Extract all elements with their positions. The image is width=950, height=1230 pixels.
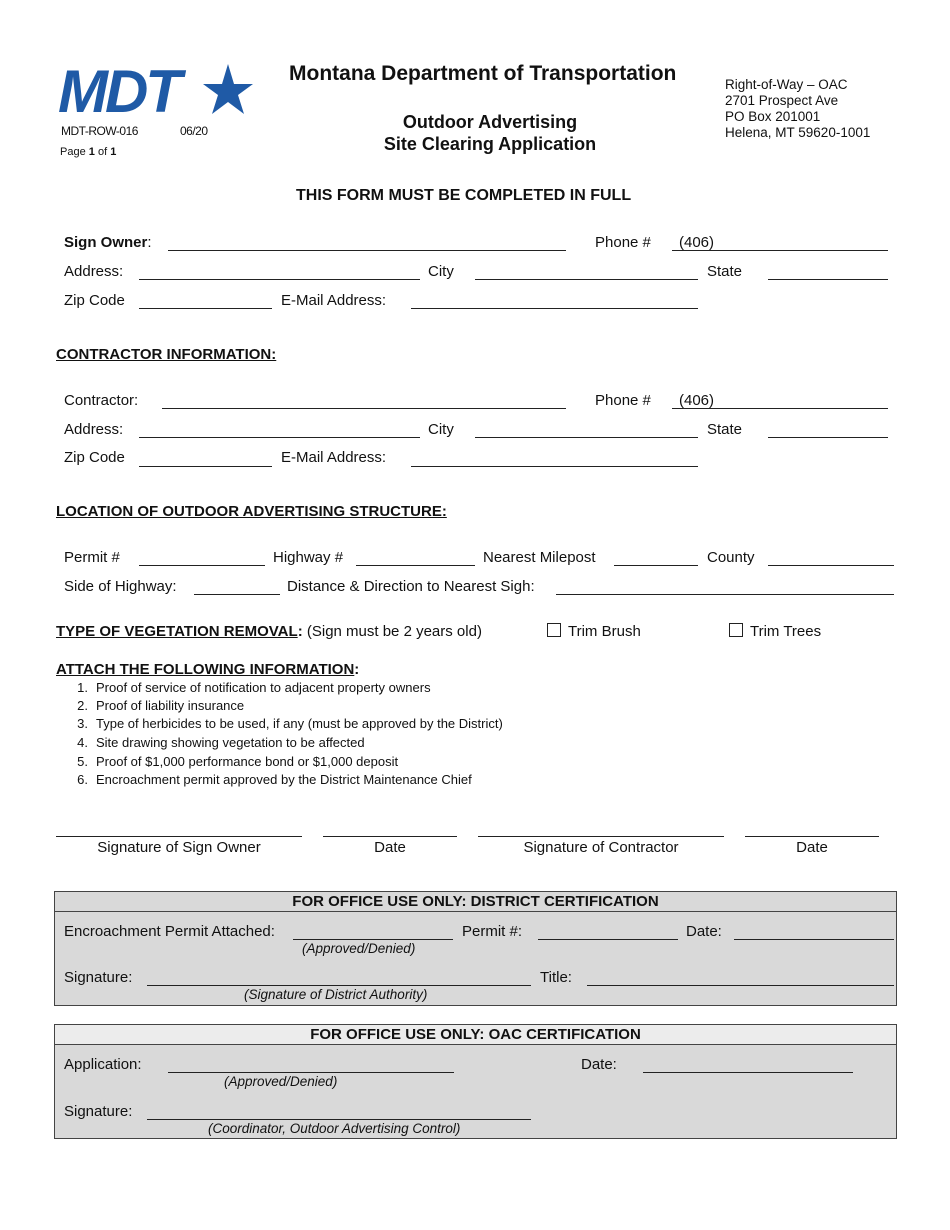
form-date: 06/20 [180, 124, 208, 138]
address-line: PO Box 201001 [725, 109, 821, 124]
contractor-email-label: E-Mail Address: [281, 449, 387, 466]
list-item [60, 772, 472, 787]
form-id: MDT-ROW-016 [61, 124, 138, 138]
highway-label: Highway # [273, 549, 344, 566]
distance-field[interactable] [556, 594, 894, 595]
encroachment-note: (Approved/Denied) [302, 941, 416, 956]
mdt-logo-text: MDT [58, 60, 179, 120]
district-certification-box [54, 891, 897, 1006]
owner-email-field[interactable] [411, 308, 698, 309]
owner-state-field[interactable] [768, 279, 888, 280]
encroachment-label: Encroachment Permit Attached: [64, 923, 275, 940]
side-label: Side of Highway: [64, 578, 177, 595]
list-item [60, 754, 398, 769]
contractor-phone-value: (406) [679, 392, 715, 409]
district-permit-label: Permit #: [462, 923, 523, 940]
list-item [60, 735, 365, 750]
sign-owner-colon: : [147, 234, 152, 251]
contractor-field[interactable] [162, 408, 566, 409]
contractor-signature-field[interactable] [478, 836, 724, 837]
permit-label: Permit # [64, 549, 120, 566]
district-date-label: Date: [686, 923, 722, 940]
page-total: 1 [110, 146, 117, 158]
contractor-signature-label: Signature of Contractor [523, 839, 679, 856]
oac-date-label: Date: [581, 1056, 617, 1073]
form-title-line2: Site Clearing Application [383, 134, 597, 154]
trim-brush-checkbox[interactable] [547, 623, 561, 637]
sign-owner-field[interactable] [168, 250, 566, 251]
contractor-zip-field[interactable] [139, 466, 272, 467]
owner-address-label: Address: [64, 263, 124, 280]
contractor-address-field[interactable] [139, 437, 420, 438]
owner-zip-field[interactable] [139, 308, 272, 309]
address-line: 2701 Prospect Ave [725, 93, 839, 108]
permit-field[interactable] [139, 565, 265, 566]
oac-certification-box [54, 1024, 897, 1139]
vegetation-note: (Sign must be 2 years old) [306, 623, 482, 640]
contractor-zip-label: Zip Code [64, 449, 125, 466]
contractor-label: Contractor: [64, 392, 139, 409]
oac-signature-note: (Coordinator, Outdoor Advertising Control) [208, 1121, 461, 1136]
district-title-label: Title: [540, 969, 572, 986]
district-permit-field[interactable] [538, 939, 678, 940]
oac-signature-field[interactable] [147, 1119, 531, 1120]
trim-trees-checkbox[interactable] [729, 623, 743, 637]
vegetation-row [56, 623, 482, 640]
list-item [60, 698, 244, 713]
side-field[interactable] [194, 594, 280, 595]
owner-signature-field[interactable] [56, 836, 302, 837]
contractor-state-field[interactable] [768, 437, 888, 438]
county-field[interactable] [768, 565, 894, 566]
distance-label: Distance & Direction to Nearest Sigh: [287, 578, 535, 595]
address-line: Right-of-Way – OAC [725, 77, 848, 92]
oac-date-field[interactable] [643, 1072, 853, 1073]
contractor-city-field[interactable] [475, 437, 698, 438]
contractor-phone-label: Phone # [595, 392, 651, 409]
owner-phone-field[interactable] [672, 250, 888, 251]
list-item-number: 1. [77, 680, 88, 695]
form-title-line1: Outdoor Advertising [402, 112, 578, 132]
attach-heading-row [56, 661, 359, 678]
milepost-label: Nearest Milepost [483, 549, 596, 566]
highway-field[interactable] [356, 565, 475, 566]
attach-heading: ATTACH THE FOLLOWING INFORMATION [56, 661, 355, 678]
sign-owner-label-text: Sign Owner [64, 234, 148, 251]
list-item-text: Site drawing showing vegetation to be affected [96, 735, 365, 750]
owner-signature-label: Signature of Sign Owner [97, 839, 261, 856]
list-item-text: Encroachment permit approved by the District Maintenance Chief [96, 772, 472, 787]
contractor-phone-field[interactable] [672, 408, 888, 409]
list-item [60, 680, 431, 695]
district-signature-field[interactable] [147, 985, 531, 986]
contractor-address-label: Address: [64, 421, 124, 438]
district-certification-heading: FOR OFFICE USE ONLY: DISTRICT CERTIFICATION [55, 892, 896, 912]
list-item-number: 5. [77, 754, 88, 769]
mailing-address [725, 77, 870, 141]
trim-brush-label: Trim Brush [568, 623, 641, 640]
contractor-email-field[interactable] [411, 466, 698, 467]
page-of: of [97, 146, 108, 158]
location-heading: LOCATION OF OUTDOOR ADVERTISING STRUCTURE: [56, 503, 447, 520]
trim-trees-label: Trim Trees [750, 623, 822, 640]
application-note: (Approved/Denied) [224, 1074, 338, 1089]
list-item-text: Type of herbicides to be used, if any (must be approved by the District) [96, 716, 503, 731]
owner-phone-value: (406) [679, 234, 715, 251]
contractor-state-label: State [707, 421, 743, 438]
list-item-text: Proof of liability insurance [96, 698, 245, 713]
mdt-logo-graphic [58, 60, 253, 120]
owner-date-field[interactable] [323, 836, 457, 837]
attach-colon: : [354, 661, 360, 678]
oac-certification-heading: FOR OFFICE USE ONLY: OAC CERTIFICATION [55, 1025, 896, 1045]
contractor-heading: CONTRACTOR INFORMATION: [56, 346, 277, 363]
oac-signature-label: Signature: [64, 1103, 133, 1120]
list-item-number: 3. [77, 716, 88, 731]
vegetation-colon: : [297, 623, 303, 640]
owner-city-label: City [428, 263, 454, 280]
vegetation-heading: TYPE OF VEGETATION REMOVAL [56, 623, 298, 640]
sign-owner-label [64, 234, 152, 251]
owner-date-label: Date [374, 839, 406, 856]
page-number: 1 [88, 146, 95, 158]
owner-address-field[interactable] [139, 279, 420, 280]
star-icon [203, 64, 253, 114]
list-item-text: Proof of service of notification to adjacent property owners [96, 680, 431, 695]
list-item-number: 4. [77, 735, 88, 750]
owner-email-label: E-Mail Address: [281, 292, 387, 309]
district-title-field[interactable] [587, 985, 894, 986]
contractor-date-field[interactable] [745, 836, 879, 837]
completion-notice: THIS FORM MUST BE COMPLETED IN FULL [296, 187, 632, 204]
mdt-logo [58, 60, 253, 120]
owner-phone-label: Phone # [595, 234, 651, 251]
list-item [60, 716, 503, 731]
milepost-field[interactable] [614, 565, 698, 566]
owner-zip-label: Zip Code [64, 292, 125, 309]
owner-state-label: State [707, 263, 743, 280]
county-label: County [707, 549, 755, 566]
address-line: Helena, MT 59620-1001 [725, 125, 871, 140]
district-signature-note: (Signature of District Authority) [244, 987, 428, 1002]
contractor-city-label: City [428, 421, 454, 438]
agency-title: Montana Department of Transportation [289, 62, 677, 85]
owner-city-field[interactable] [475, 279, 698, 280]
application-field[interactable] [168, 1072, 454, 1073]
list-item-text: Proof of $1,000 performance bond or $1,000 deposit [96, 754, 399, 769]
contractor-date-label: Date [796, 839, 828, 856]
list-item-number: 6. [77, 772, 88, 787]
application-label: Application: [64, 1056, 142, 1073]
list-item-number: 2. [77, 698, 88, 713]
page-prefix: Page [60, 146, 86, 158]
encroachment-field[interactable] [293, 939, 453, 940]
district-signature-label: Signature: [64, 969, 133, 986]
district-date-field[interactable] [734, 939, 894, 940]
